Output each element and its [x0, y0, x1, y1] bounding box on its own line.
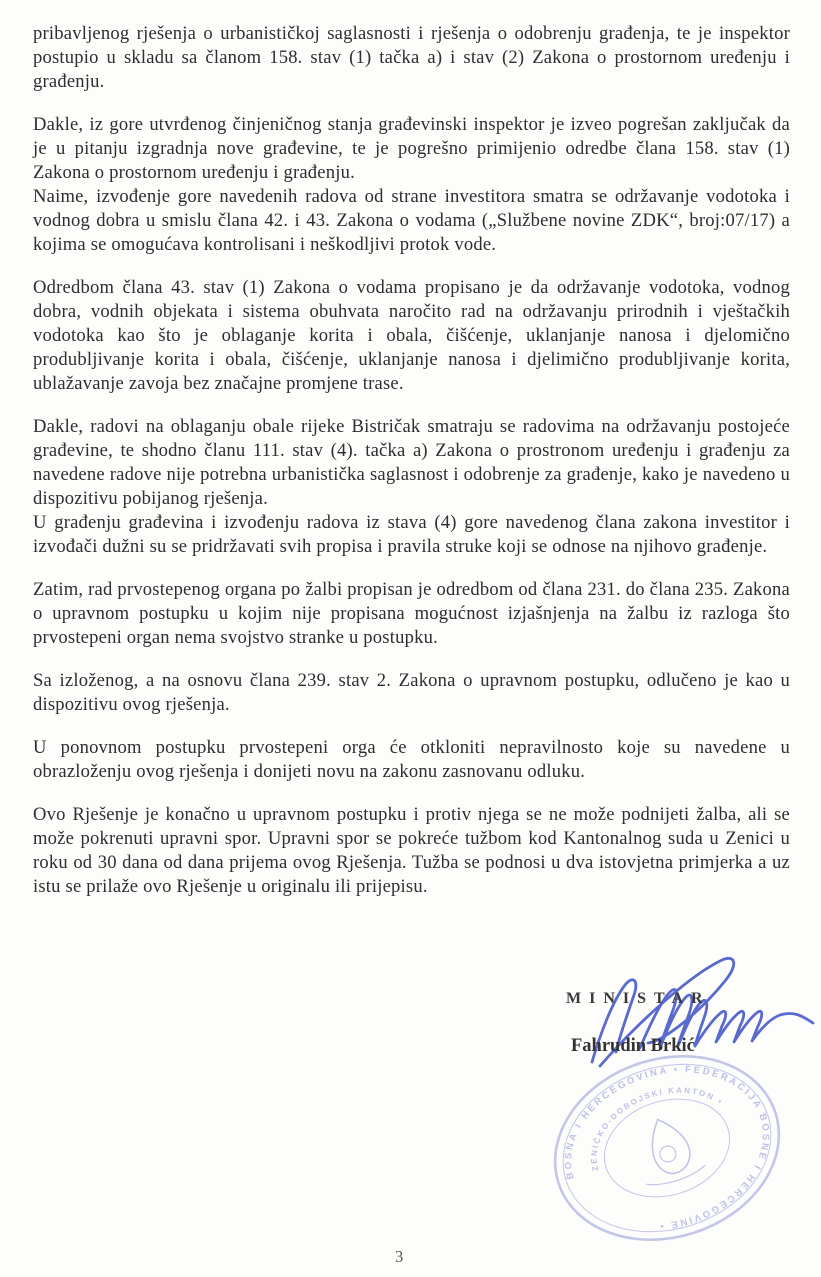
- page-number: 3: [395, 1247, 404, 1266]
- paragraph: Odredbom člana 43. stav (1) Zakona o vodama propisano je da održavanje vodotoka, vodnog dobra, vodnih objekata i sistema obuhvata naročito rad na održavanju prirodnih i vještačkih vodotoka kao što je oblaganje korita i obala, čišćenje, uklanjanje nanosa i djelomično produbljivanje korita i obala, čišćenje, uklanjanje nanosa i djelimično produbljivanje korita, ublažavanje zavoja bez značajne promjene trase.: [33, 277, 790, 394]
- paragraph: Dakle, radovi na oblaganju obale rijeke Bistričak smatraju se radovima na održavanju postojeće građevine, te shodno članu 111. stav (4). tačka a) Zakona o prostronom uređenju i građenju za navedene radove nije potrebna urbanistička saglasnost i odobrenje za građenje, kako je navedeno u dispozitivu pobijanog rješenja.: [33, 416, 790, 509]
- paragraph: U ponovnom postupku prvostepeni orga će otkloniti nepravilnosto koje su navedene u obrazloženju ovog rješenja i donijeti novu na zakonu zasnovanu odluku.: [33, 737, 790, 782]
- paragraph: Ovo Rješenje je konačno u upravnom postupku i protiv njega se ne može podnijeti žalba, ali se može pokrenuti upravni spor. Upravni spor se pokreće tužbom kod Kantonalnog suda u Zenici u roku od 30 dana od dana prijema ovog Rješenja. Tužba se podnosi u dva istovjetna primjerka a uz istu se prilaže ovo Rješenje u originalu ili prijepisu.: [33, 804, 790, 897]
- stamp-inner-ring-text: ZENIČKO-DOBOJSKI KANTON •: [589, 1085, 726, 1172]
- signatory-name: Fahrudin Brkić: [571, 1036, 695, 1056]
- svg-text:ZENIČKO-DOBOJSKI KANTON •: [573, 1069, 734, 1172]
- paragraph: U građenju građevina i izvođenju radova iz stava (4) gore navedenog člana zakona investitor i izvođači dužni su se pridržavati svih propisa i pravila struke koji se odnose na njihovo građenje.: [33, 512, 790, 557]
- paragraph: Sa izloženog, a na osnovu člana 239. stav 2. Zakona o upravnom postupku, odlučeno je kao u dispozitivu ovog rješenja.: [33, 670, 790, 715]
- svg-text:BOSNA I HERCEGOVINA • FEDERACI: [541, 1038, 793, 1258]
- stamp-outer-ring-text: BOSNA I HERCEGOVINA • FEDERACIJA BOSNE I HERCEGOVINE •: [562, 1064, 772, 1232]
- document-body: [33, 22, 790, 918]
- paragraph: Zatim, rad prvostepenog organa po žalbi propisan je odredbom od člana 231. do člana 235. Zakona o upravnom postupku u kojim nije propisana mogućnost izjašnjenja na žalbu iz razloga što prvostepeni organ nema svojstvo stranke u postupku.: [33, 579, 790, 648]
- paragraph: Naime, izvođenje gore navedenih radova od strane investitora smatra se održavanje vodotoka i vodnog dobra u smislu člana 42. i 43. Zakona o vodama („Službene novine ZDK“, broj:07/17) a kojima se omogućava kontrolisani i neškodljivi protok vode.: [33, 186, 790, 255]
- signature-title: MINISTAR: [566, 990, 711, 1007]
- paragraph: pribavljenog rješenja o urbanističkoj saglasnosti i rješenja o odobrenju građenja, te je inspektor postupio u skladu sa članom 158. stav (1) tačka a) i stav (2) Zakona o prostornom uređenju i građenju.: [33, 23, 790, 92]
- paragraph: Dakle, iz gore utvrđenog činjeničnog stanja građevinski inspektor je izveo pogrešan zaključak da je u pitanju izgradnja nove građevine, te je pogrešno primijenio odredbe člana 158. stav (1) Zakona o prostornom uređenju i građenju.: [33, 114, 790, 183]
